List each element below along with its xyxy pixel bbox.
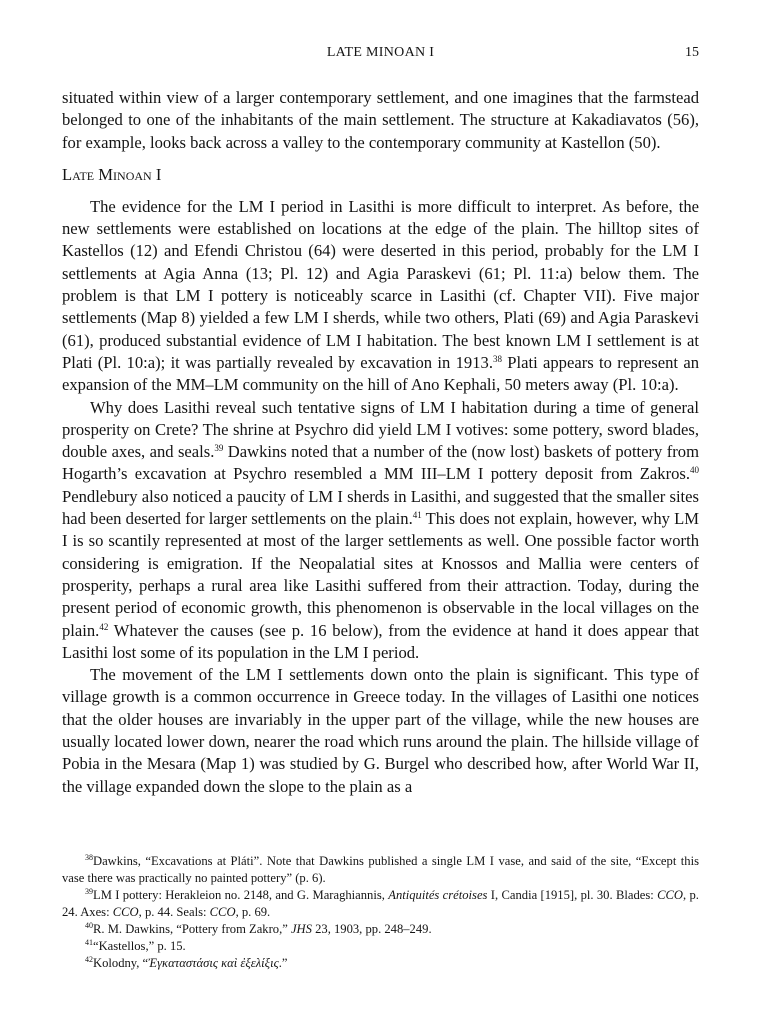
paragraph-text: Plati appears to represent an expansion of the MM–LM community on the hill of Ano Kephali, 50 meters away (Pl. 10:a). [62, 352, 699, 395]
footnote-italic: CCO [209, 905, 236, 919]
paragraph-text: The evidence for the LM I period in Lasithi is more difficult to interpret. As before, the new settlements were established on locations at the edge of the plain. The hilltop sites of Kastellos (12) and Efendi Christou (64) were deserted in this period, probably for the LM I settlements at Agia Anna (13; Pl. 12) and Agia Paraskevi (61; Pl. 11:a) below them. The problem is that LM I pottery is noticeably scarce in Lasithi (cf. Chapter VII). Five major settlements (Map 8) yielded a few LM I sherds, while two others, Plati (69) and Agia Paraskevi (61), produced substantial evidence of LM I habitation. The best known LM I settlement is at Plati (Pl. 10:a); it was partially revealed by excavation in 1913. [62, 196, 699, 372]
footnote-text: Kolodny, “ [93, 956, 149, 970]
footnote-text: Dawkins, “Excavations at Pláti”. Note that Dawkins published a single LM I vase, and said of the site, “Except this vase there was practically no painted pottery” (p. 6). [62, 854, 699, 885]
footnote-text: , p. 69. [235, 905, 271, 919]
footnote-number: 39 [85, 887, 93, 896]
footnote-text: .” [278, 956, 288, 970]
footnote-italic: Antiquités crétoises [388, 888, 488, 902]
footnote-text: 23, 1903, pp. 248–249. [311, 922, 432, 936]
paragraph-text: Whatever the causes (see p. 16 below), from the evidence at hand it does appear that Lasithi lost some of its population in the LM I period. [62, 620, 699, 662]
footnote-ref[interactable]: 38 [492, 353, 502, 364]
footnote-text: , p. 24. Axes: [62, 888, 699, 919]
footnote-39 [62, 887, 699, 921]
main-text [62, 87, 699, 798]
paragraph-3: The movement of the LM I settlements down onto the plain is significant. This type of village growth is a common occurrence in Greece today. In the villages of Lasithi one notices that the older houses are invariably in the upper part of the village, while the new houses are usually located lower down, nearer the road which runs around the plain. The hillside village of Pobia in the Mesara (Map 1) was studied by G. Burgel who described how, after World War II, the village expanded down the slope to the plain as a [62, 665, 699, 796]
footnote-ref[interactable]: 39 [214, 443, 224, 454]
footnote-text: R. M. Dawkins, “Pottery from Zakro,” [93, 922, 291, 936]
footnote-ref[interactable]: 42 [99, 621, 109, 632]
paragraph-text: Why does Lasithi reveal such tentative signs of LM I habitation during a time of general prosperity on Crete? The shrine at Psychro did yield LM I votives: some pottery, sword blades, double axes, and seals. [62, 397, 699, 462]
footnotes [62, 853, 699, 972]
footnote-number: 41 [85, 938, 93, 947]
paragraph-1 [62, 196, 699, 397]
footnote-ref[interactable]: 41 [412, 510, 422, 521]
paragraph-text: Dawkins noted that a number of the (now lost) baskets of pottery from Hogarth’s excavation at Psychro resembled a MM III–LM I pottery deposit from Zakros. [62, 442, 700, 484]
footnote-41 [62, 938, 699, 955]
footnote-italic: CCO [657, 888, 684, 902]
footnote-number: 38 [85, 853, 93, 862]
footnote-ref[interactable]: 40 [690, 465, 699, 476]
footnote-40 [62, 921, 699, 938]
footnote-number: 42 [85, 955, 93, 964]
footnote-italic: CCO [112, 905, 139, 919]
section-heading: Late Minoan I [62, 164, 162, 184]
paragraph-text: This does not explain, however, why LM I is so scantily represented at most of the larger settlements as well. One possible factor worth considering is emigration. If the Neopalatial sites at Knossos and Mallia were centers of prosperity, perhaps a rural area like Lasithi suffered from their attraction. Today, during the present period of economic growth, this phenomenon is observable in the local villages on the plain. [62, 509, 700, 640]
footnote-number: 40 [85, 921, 93, 930]
paragraph-2 [62, 397, 699, 665]
running-header [62, 45, 699, 65]
running-title: LATE MINOAN I [326, 45, 435, 60]
footnote-42 [62, 955, 699, 972]
footnote-text: I, Candia [1915], pl. 30. Blades: [487, 888, 658, 902]
intro-paragraph: situated within view of a larger contemporary settlement, and one imagines that the farmstead belonged to one of the inhabitants of the main settlement. The structure at Kakadiavatos (56), for example, looks back across a valley to the contemporary community at Kastellon (50). [62, 88, 699, 152]
paragraph-text: Pendlebury also noticed a paucity of LM I sherds in Lasithi, and suggested that the smaller sites had been deserted for larger settlements on the plain. [62, 486, 699, 529]
footnote-italic: JHS [290, 922, 312, 936]
footnote-text: “Kastellos,” p. 15. [93, 939, 186, 953]
footnote-text: , p. 44. Seals: [138, 905, 210, 919]
footnote-italic: Ἐγκαταστάσις καὶ ἐξελίξις [148, 956, 279, 970]
page-number: 15 [685, 45, 699, 60]
footnote-text: LM I pottery: Herakleion no. 2148, and G. Maraghiannis, [93, 888, 389, 902]
footnote-38 [62, 853, 699, 887]
